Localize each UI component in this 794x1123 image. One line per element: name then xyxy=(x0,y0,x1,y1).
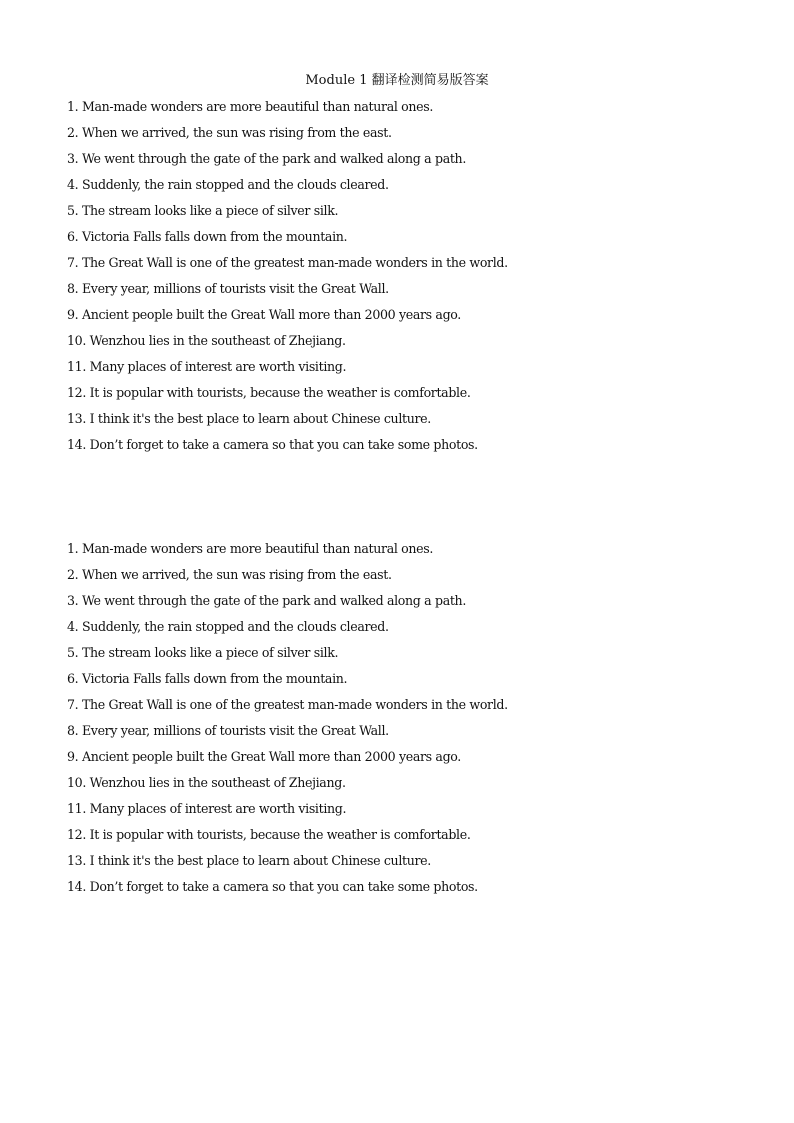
answer-list-2 xyxy=(67,539,508,903)
answer-line: 5. The stream looks like a piece of silver silk. xyxy=(67,645,339,660)
answer-line: 14. Don’t forget to take a camera so that you can take some photos. xyxy=(67,879,478,894)
answer-line: 12. It is popular with tourists, because the weather is comfortable. xyxy=(67,385,471,400)
answer-line: 14. Don’t forget to take a camera so that you can take some photos. xyxy=(67,437,478,452)
answer-line: 2. When we arrived, the sun was rising from the east. xyxy=(67,567,392,582)
answer-line: 12. It is popular with tourists, because the weather is comfortable. xyxy=(67,827,471,842)
answer-line: 11. Many places of interest are worth visiting. xyxy=(67,359,347,374)
answer-line: 9. Ancient people built the Great Wall more than 2000 years ago. xyxy=(67,749,461,764)
answer-list-1 xyxy=(67,97,508,461)
answer-line: 9. Ancient people built the Great Wall more than 2000 years ago. xyxy=(67,307,461,322)
answer-line: 2. When we arrived, the sun was rising from the east. xyxy=(67,125,392,140)
answer-line: 10. Wenzhou lies in the southeast of Zhejiang. xyxy=(67,775,346,790)
answer-line: 6. Victoria Falls falls down from the mountain. xyxy=(67,229,348,244)
answer-line: 4. Suddenly, the rain stopped and the clouds cleared. xyxy=(67,619,389,634)
page-title: Module 1 翻译检测简易版答案 xyxy=(305,73,489,88)
answer-line: 13. I think it's the best place to learn about Chinese culture. xyxy=(67,411,431,426)
answer-line: 1. Man-made wonders are more beautiful than natural ones. xyxy=(67,99,434,114)
answer-line: 8. Every year, millions of tourists visit the Great Wall. xyxy=(67,281,389,296)
answer-line: 10. Wenzhou lies in the southeast of Zhejiang. xyxy=(67,333,346,348)
answer-line: 1. Man-made wonders are more beautiful than natural ones. xyxy=(67,541,434,556)
answer-line: 5. The stream looks like a piece of silver silk. xyxy=(67,203,339,218)
answer-line: 3. We went through the gate of the park and walked along a path. xyxy=(67,151,466,166)
answer-line: 7. The Great Wall is one of the greatest man-made wonders in the world. xyxy=(67,697,508,712)
answer-line: 8. Every year, millions of tourists visit the Great Wall. xyxy=(67,723,389,738)
answer-line: 6. Victoria Falls falls down from the mountain. xyxy=(67,671,348,686)
answer-line: 3. We went through the gate of the park and walked along a path. xyxy=(67,593,466,608)
answer-line: 11. Many places of interest are worth visiting. xyxy=(67,801,347,816)
answer-line: 13. I think it's the best place to learn about Chinese culture. xyxy=(67,853,431,868)
answer-line: 4. Suddenly, the rain stopped and the clouds cleared. xyxy=(67,177,389,192)
answer-line: 7. The Great Wall is one of the greatest man-made wonders in the world. xyxy=(67,255,508,270)
